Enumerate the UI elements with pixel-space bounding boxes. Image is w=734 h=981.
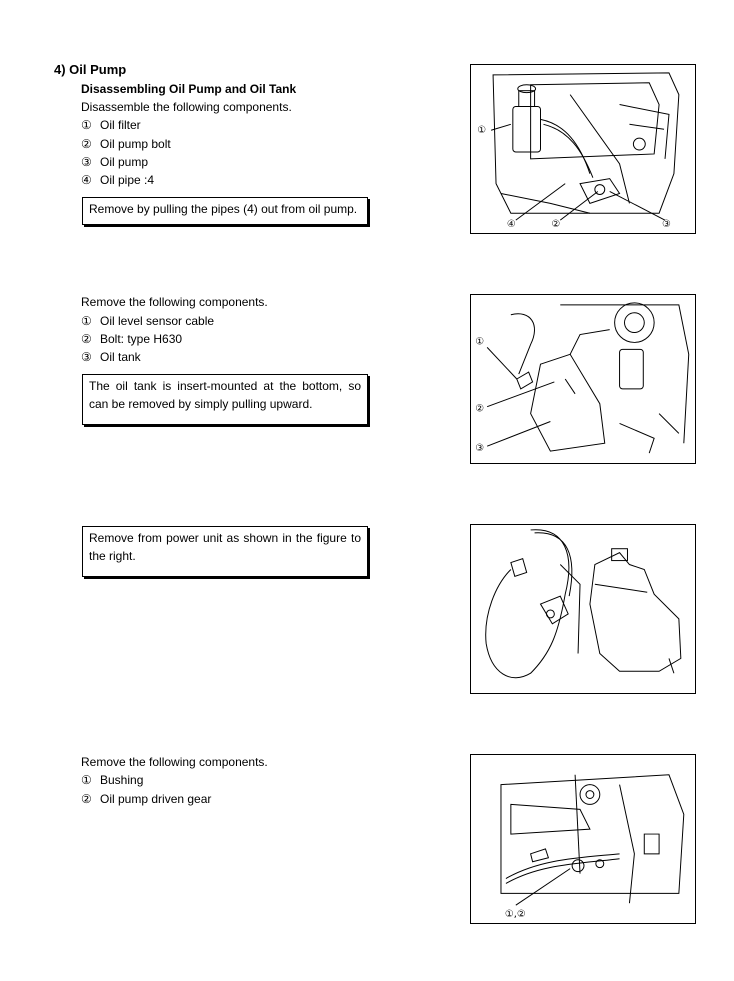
item-number: ① xyxy=(81,773,92,787)
figure-removed-parts xyxy=(470,524,696,694)
item-label: Oil pump xyxy=(100,155,149,169)
item-number: ① xyxy=(81,314,92,328)
section-title: 4) Oil Pump xyxy=(54,62,127,77)
item-number: ③ xyxy=(81,350,92,364)
step2-item-2 xyxy=(81,332,182,346)
section-subtitle: Disassembling Oil Pump and Oil Tank xyxy=(81,82,297,96)
item-label: Bolt: type H630 xyxy=(100,332,183,346)
step1-item-3 xyxy=(81,155,148,169)
callout-1: ① xyxy=(477,125,487,137)
item-label: Oil level sensor cable xyxy=(100,314,215,328)
item-label: Oil filter xyxy=(100,118,141,132)
item-number: ② xyxy=(81,137,92,151)
step2-intro: Remove the following components. xyxy=(81,295,268,309)
figure-oil-filter-pump xyxy=(470,64,696,234)
step1-intro: Disassemble the following components. xyxy=(81,100,292,114)
step4-item-2 xyxy=(81,792,211,806)
parts-diagram-3 xyxy=(471,525,695,693)
callout-2: ② xyxy=(551,219,561,231)
figure-oil-tank xyxy=(470,294,696,464)
item-label: Oil pipe :4 xyxy=(100,173,155,187)
item-label: Bushing xyxy=(100,773,144,787)
step2-note: The oil tank is insert-mounted at the bottom, so can be removed by simply pulling upward. xyxy=(82,374,368,425)
step2-item-1 xyxy=(81,314,214,328)
step2-item-3 xyxy=(81,350,141,364)
step4-intro: Remove the following components. xyxy=(81,755,268,769)
figure-driven-gear xyxy=(470,754,696,924)
callout-3: ③ xyxy=(475,443,485,455)
step1-item-2 xyxy=(81,137,171,151)
step1-note: Remove by pulling the pipes (4) out from oil pump. xyxy=(82,197,368,225)
step1-item-1 xyxy=(81,118,141,132)
item-label: Oil tank xyxy=(100,350,141,364)
item-number: ② xyxy=(81,332,92,346)
item-number: ④ xyxy=(81,173,92,187)
step4-item-1 xyxy=(81,773,143,787)
callout-1-2: ①,② xyxy=(504,909,526,921)
step3-note: Remove from power unit as shown in the figure to the right. xyxy=(82,526,368,577)
item-number: ① xyxy=(81,118,92,132)
item-number: ③ xyxy=(81,155,92,169)
item-label: Oil pump bolt xyxy=(100,137,171,151)
step1-item-4 xyxy=(81,173,154,187)
item-number: ② xyxy=(81,792,92,806)
callout-2: ② xyxy=(475,403,485,415)
engine-diagram-2 xyxy=(471,295,695,463)
engine-diagram-1 xyxy=(471,65,695,233)
item-label: Oil pump driven gear xyxy=(100,792,212,806)
callout-4: ④ xyxy=(506,219,516,231)
engine-diagram-4 xyxy=(471,755,695,923)
callout-1: ① xyxy=(475,336,485,348)
callout-3: ③ xyxy=(662,219,671,231)
